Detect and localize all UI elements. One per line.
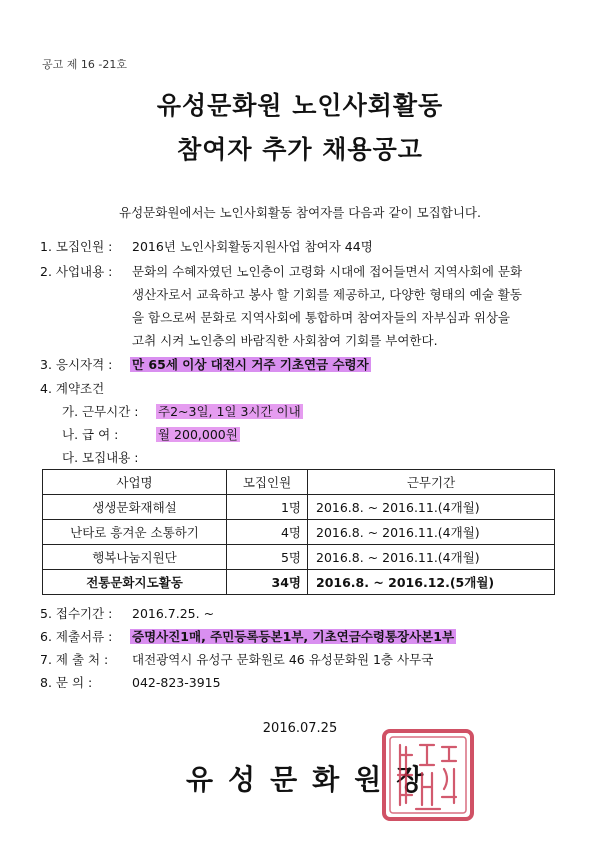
recruit-table <box>42 469 555 595</box>
table-row <box>43 495 555 520</box>
page-title-line2: 참여자 추가 채용공고 <box>177 135 423 164</box>
inquiry-label: 8. 문 의 : <box>40 675 93 690</box>
table-cell-project: 생생문화재해설 <box>43 495 227 520</box>
pay-value: 월 200,000원 <box>158 427 238 442</box>
table-cell-count: 1명 <box>227 495 308 520</box>
documents-value: 증명사진1매, 주민등록등본1부, 기초연금수령통장사본1부 <box>132 629 455 644</box>
table-cell-period: 2016.8. ~ 2016.11.(4개월) <box>308 495 555 520</box>
table-cell-project: 행복나눔지원단 <box>43 545 227 570</box>
table-cell-count: 34명 <box>227 570 308 595</box>
signer-name: 유성문화원장 <box>186 763 439 796</box>
table-cell-project: 전통문화지도활동 <box>43 570 227 595</box>
content-line-3: 을 함으로써 문화로 지역사회에 통합하며 참여자들의 자부심과 위상을 <box>132 310 510 325</box>
table-row <box>43 570 555 595</box>
recruit-value: 2016년 노인사회활동지원사업 참여자 44명 <box>132 239 373 254</box>
table-row <box>43 545 555 570</box>
page-title-line1: 유성문화원 노인사회활동 <box>156 91 444 120</box>
submit-place-label: 7. 제 출 처 : <box>40 652 109 667</box>
content-line-2: 생산자로서 교육하고 봉사 할 기회를 제공하고, 다양한 형태의 예술 활동 <box>132 287 522 302</box>
table-cell-count: 5명 <box>227 545 308 570</box>
period-label: 5. 접수기간 : <box>40 606 113 621</box>
table-cell-period: 2016.8. ~ 2016.11.(4개월) <box>308 545 555 570</box>
issue-date: 2016.07.25 <box>262 721 338 736</box>
notice-number: 공고 제 16 -21호 <box>42 58 127 71</box>
work-hours-label: 가. 근무시간 : <box>62 404 139 419</box>
table-cell-period: 2016.8. ~ 2016.12.(5개월) <box>308 570 555 595</box>
table-header-row <box>43 470 555 495</box>
documents-label: 6. 제출서류 : <box>40 629 113 644</box>
content-line-4: 고취 시켜 노인층의 바람직한 사회참여 기회를 부여한다. <box>132 333 438 348</box>
detail-label: 다. 모집내용 : <box>62 450 139 465</box>
recruit-label: 1. 모집인원 : <box>40 239 113 254</box>
table-cell-period: 2016.8. ~ 2016.11.(4개월) <box>308 520 555 545</box>
table-cell-project: 난타로 흥겨운 소통하기 <box>43 520 227 545</box>
submit-place-value: 대전광역시 유성구 문화원로 46 유성문화원 1층 사무국 <box>132 652 434 667</box>
period-value: 2016.7.25. ~ <box>132 606 215 621</box>
qualification-value: 만 65세 이상 대전시 거주 기초연금 수령자 <box>132 357 369 372</box>
table-row <box>43 520 555 545</box>
contract-label: 4. 계약조건 <box>40 381 105 396</box>
official-seal-icon <box>378 725 478 825</box>
inquiry-value: 042-823-3915 <box>132 675 221 690</box>
qualification-label: 3. 응시자격 : <box>40 357 113 372</box>
table-cell-count: 4명 <box>227 520 308 545</box>
pay-label: 나. 급 여 : <box>62 427 119 442</box>
work-hours-value: 주2~3일, 1일 3시간 이내 <box>158 404 301 419</box>
content-label: 2. 사업내용 : <box>40 264 113 279</box>
table-header-count: 모집인원 <box>227 470 308 495</box>
table-header-period: 근무기간 <box>308 470 555 495</box>
table-header-project: 사업명 <box>43 470 227 495</box>
intro-text: 유성문화원에서는 노인사회활동 참여자를 다음과 같이 모집합니다. <box>119 205 481 220</box>
content-line-1: 문화의 수혜자였던 노인층이 고령화 시대에 접어들면서 지역사회에 문화 <box>132 264 523 279</box>
